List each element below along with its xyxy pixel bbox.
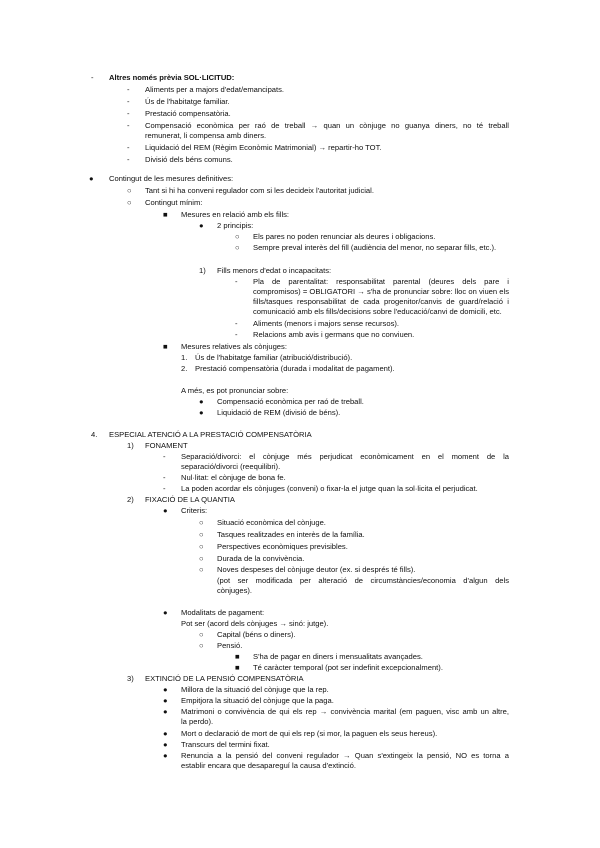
list-item-continued: fills/tasques responsabilitat de cada progenitor/canvis de guard/relació i [253, 297, 509, 306]
dash-bullet: - [127, 121, 130, 130]
disc-bullet-icon: ● [163, 696, 168, 705]
square-bullet-icon: ■ [163, 342, 168, 351]
list-item: Transcurs del termini fixat. [181, 740, 270, 749]
list-item-continued: la perdo). [181, 717, 214, 726]
circle-bullet-icon: ○ [199, 630, 204, 639]
list-item: Perspectives econòmiques previsibles. [217, 542, 348, 551]
disc-bullet-icon: ● [163, 608, 168, 617]
list-item: Pla de parentalitat: responsabilitat parental (deures dels pare i [253, 277, 509, 286]
list-number: 3) [127, 674, 134, 683]
subsection-title: FIXACIÓ DE LA QUANTIA [145, 495, 235, 504]
list-item: Liquidació del REM (Règim Econòmic Matrimonial) → repartir-ho TOT. [145, 143, 382, 152]
list-item: Criteris: [181, 506, 208, 515]
list-item-continued: remunerat, li compensa amb diners. [145, 131, 267, 140]
list-item: S'ha de pagar en diners i mensualitats avançades. [253, 652, 423, 661]
dash-bullet: - [235, 319, 238, 328]
dash-bullet: - [127, 85, 130, 94]
square-bullet-icon: ■ [235, 652, 240, 661]
list-item: Situació econòmica del cònjuge. [217, 518, 326, 527]
list-item-continued: separació/divorci (reequilibri). [181, 462, 281, 471]
list-item: Aliments (menors i majors sense recursos). [253, 319, 400, 328]
list-item: Empitjora la situació del cònjuge que la paga. [181, 696, 334, 705]
list-item-continued: compromisos) = OBLIGATORI → s'ha de pronunciar sobre: lloc on viuen els [253, 287, 509, 296]
square-bullet-icon: ■ [163, 210, 168, 219]
dash-bullet: - [235, 330, 238, 339]
list-item: Liquidació de REM (divisió de béns). [217, 408, 341, 417]
dash-bullet: - [91, 73, 94, 82]
square-bullet-icon: ■ [235, 663, 240, 672]
disc-bullet-icon: ● [163, 740, 168, 749]
list-item: Renuncia a la pensió del conveni regulador → Quan s'extingeix la pensió, NO es torna a [181, 751, 509, 760]
list-number: 1) [127, 441, 134, 450]
list-item: Matrimoni o convivència de qui els rep → convivència marital (em paguen, visc amb un altre, [181, 707, 509, 716]
list-item: Prestació compensatòria (durada i modalitat de pagament). [195, 364, 395, 373]
list-item: La poden acordar els cònjuges (conveni) o fixar-la el jutge quan la sol·licita el perjudicat. [181, 484, 478, 493]
mesures-fills-heading: Mesures en relació amb els fills: [181, 210, 290, 219]
list-item-note: (pot ser modificada per alteració de circumstàncies/economia d'algun dels [217, 576, 509, 585]
disc-bullet-icon: ● [199, 221, 204, 230]
circle-bullet-icon: ○ [199, 554, 204, 563]
dash-bullet: - [127, 97, 130, 106]
circle-bullet-icon: ○ [199, 641, 204, 650]
circle-bullet-icon: ○ [199, 518, 204, 527]
circle-bullet-icon: ○ [199, 565, 204, 574]
list-item: Ús de l'habitatge familiar (atribució/distribució). [195, 353, 353, 362]
list-number: 2. [181, 364, 188, 373]
list-number: 1. [181, 353, 188, 362]
list-item: Prestació compensatòria. [145, 109, 231, 118]
list-item-note: Pot ser (acord dels cònjuges → sinó: jutge). [181, 619, 329, 628]
circle-bullet-icon: ○ [235, 243, 240, 252]
list-item: Separació/divorci: el cònjuge més perjudicat econòmicament en el moment de la [181, 452, 509, 461]
list-item: Compensació econòmica per raó de treball → quan un cònjuge no guanya diners, no té treball [145, 121, 509, 130]
dash-bullet: - [163, 473, 166, 482]
list-item-note: cònjuges). [217, 586, 253, 595]
list-item: Mort o declaració de mort de qui els rep (si mor, la paguen els seus hereus). [181, 729, 438, 738]
circle-bullet-icon: ○ [127, 186, 132, 195]
list-number: 2) [127, 495, 134, 504]
dash-bullet: - [127, 109, 130, 118]
list-item: Noves despeses del cònjuge deutor (ex. si després té fills). [217, 565, 416, 574]
list-item: Nul·litat: el cònjuge de bona fe. [181, 473, 286, 482]
subsection-title: EXTINCIÓ DE LA PENSIÓ COMPENSATÒRIA [145, 674, 304, 683]
disc-bullet-icon: ● [163, 729, 168, 738]
disc-bullet-icon: ● [163, 506, 168, 515]
dash-bullet: - [127, 143, 130, 152]
section-number: 4. [91, 430, 98, 439]
list-item: Divisió dels béns comuns. [145, 155, 233, 164]
circle-bullet-icon: ○ [235, 232, 240, 241]
list-item-continued: establir encara que desapareguí la causa d'extinció. [181, 761, 356, 770]
disc-bullet-icon: ● [163, 707, 168, 716]
list-item: Modalitats de pagament: [181, 608, 265, 617]
disc-bullet-icon: ● [163, 751, 168, 760]
list-item-continued: comunicació amb els fills/decisions sobre l'educació/canvi de domicili, etc. [253, 307, 502, 316]
disc-bullet-icon: ● [163, 685, 168, 694]
list-item: Sempre preval interès del fill (audiència del menor, no separar fills, etc.). [253, 243, 497, 252]
dash-bullet: - [127, 155, 130, 164]
ames-heading: A més, es pot pronunciar sobre: [181, 386, 289, 395]
list-item: Tant si hi ha conveni regulador com si les decideix l'autoritat judicial. [145, 186, 374, 195]
list-item: Fills menors d'edat o incapacitats: [217, 266, 332, 275]
dash-bullet: - [235, 277, 238, 286]
list-item: Compensació econòmica per raó de treball. [217, 397, 364, 406]
list-item: Contingut mínim: [145, 198, 203, 207]
circle-bullet-icon: ○ [199, 542, 204, 551]
dash-bullet: - [163, 452, 166, 461]
top-section-title: Altres només prèvia SOL·LICITUD: [109, 73, 235, 82]
disc-bullet-icon: ● [199, 408, 204, 417]
list-item: Els pares no poden renunciar als deures i obligacions. [253, 232, 436, 241]
list-item: Relacions amb avis i germans que no conviuen. [253, 330, 415, 339]
list-item: Ús de l'habitatge familiar. [145, 97, 230, 106]
circle-bullet-icon: ○ [199, 530, 204, 539]
circle-bullet-icon: ○ [127, 198, 132, 207]
list-item: Millora de la situació del cònjuge que la rep. [181, 685, 329, 694]
list-item: Té caràcter temporal (pot ser indefinit excepcionalment). [253, 663, 443, 672]
list-item: Capital (béns o diners). [217, 630, 296, 639]
list-item: Aliments per a majors d'edat/emancipats. [145, 85, 285, 94]
list-item: 2 principis: [217, 221, 254, 230]
list-item: Durada de la convivència. [217, 554, 305, 563]
list-number: 1) [199, 266, 206, 275]
mesures-conjuges-heading: Mesures relatives als cònjuges: [181, 342, 287, 351]
contingut-title: Contingut de les mesures definitives: [109, 174, 234, 183]
list-item: Tasques realitzades en interès de la família. [217, 530, 365, 539]
disc-bullet-icon: ● [199, 397, 204, 406]
dash-bullet: - [163, 484, 166, 493]
disc-bullet-icon: ● [89, 174, 94, 183]
list-item: Pensió. [217, 641, 243, 650]
section-title: ESPECIAL ATENCIÓ A LA PRESTACIÓ COMPENSATÒRIA [109, 430, 312, 439]
subsection-title: FONAMENT [145, 441, 188, 450]
